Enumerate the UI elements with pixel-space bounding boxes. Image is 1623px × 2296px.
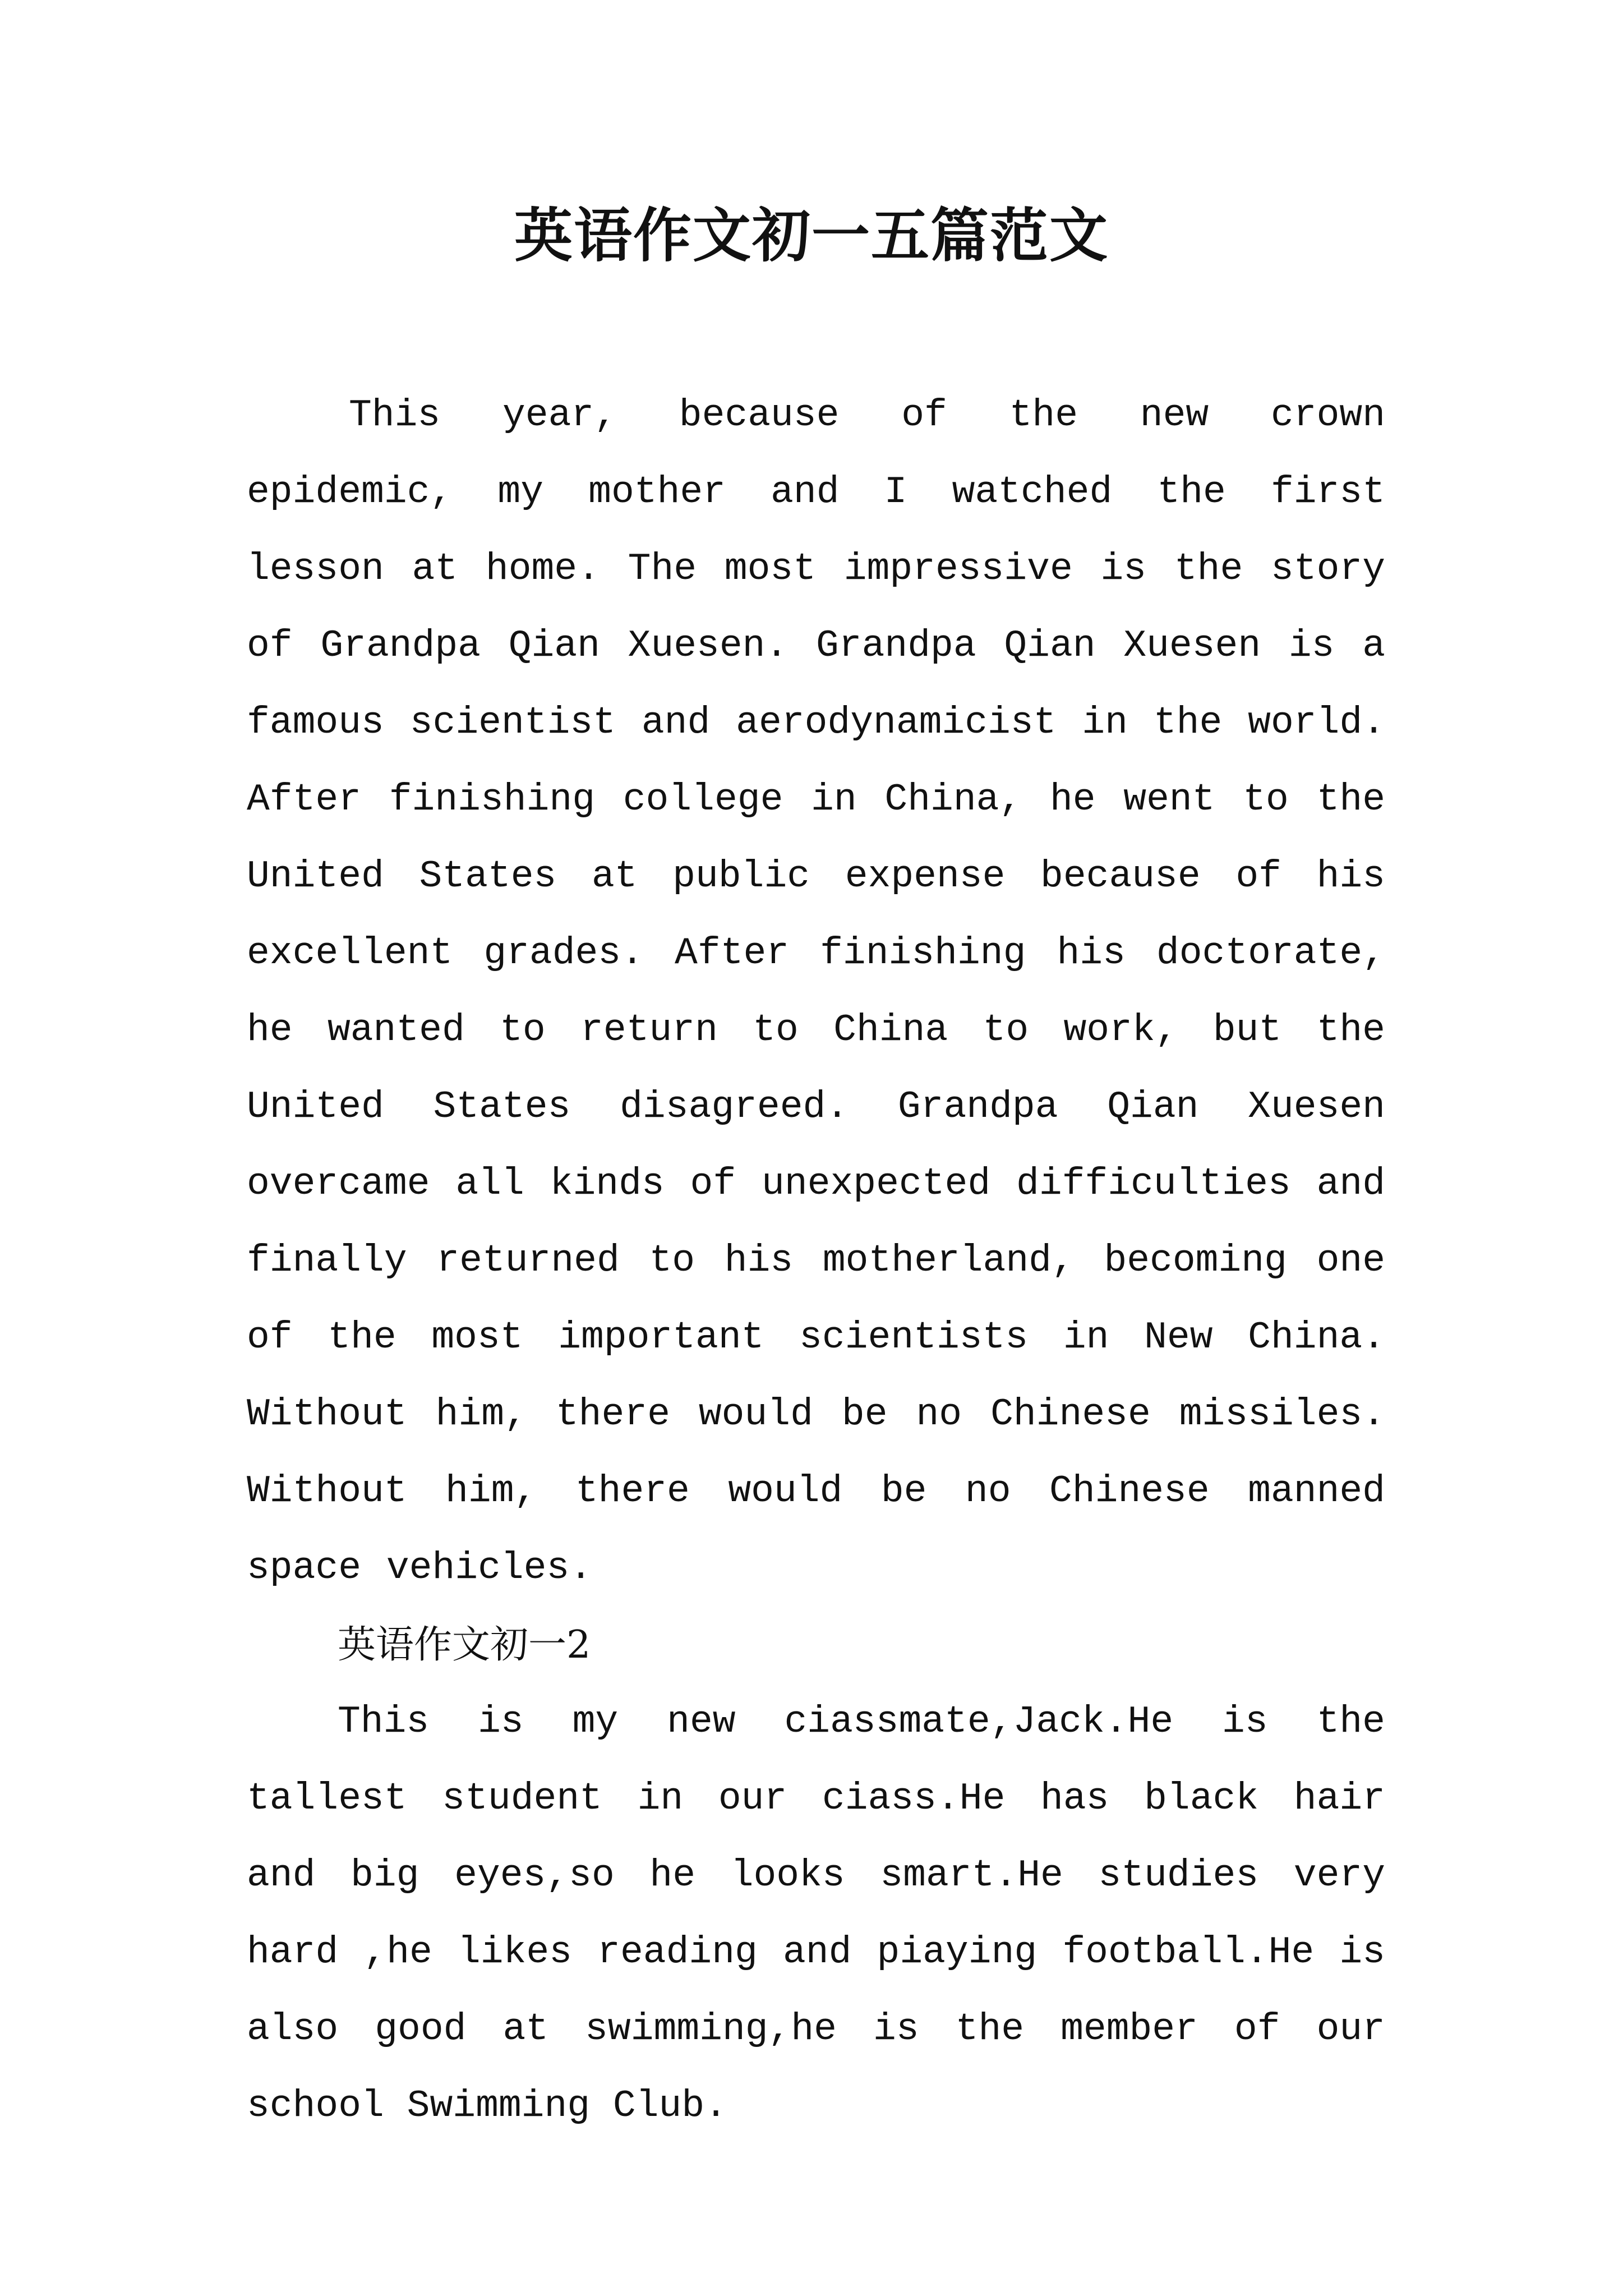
- essay-heading-2: 英语作文初一2: [338, 1623, 591, 1667]
- essay-paragraph-1: This year, because of the new crown epidemic, my mother and I watched the first lesson at home. The most impressive is the story of Grandpa Qian Xuesen. Grandpa Qian Xuesen is a famous scientist and aerodynamicist in the world. After finishing college in China, he went to the United States at public expense because of his excellent grades. After finishing his doctorate, he wanted to return to China to work, but the United States disagreed. Grandpa Qian Xuesen overcame all kinds of unexpected difficulties and finally returned to his motherland, becoming one of the most important scientists in New China. Without him, there would be no Chinese missiles. Without him, there would be no Chinese manned space vehicles.: [247, 394, 1385, 1590]
- document-body: [247, 377, 1385, 2145]
- document-title: 英语作文初一五篇范文: [514, 201, 1109, 270]
- essay-paragraph-2: This is my new ciassmate,Jack.He is the tallest student in our ciass.He has black hair and big eyes,so he looks smart.He studies very hard ,he likes reading and piaying football.He is also good at swimming,he is the member of our school Swimming Club.: [247, 1700, 1385, 2128]
